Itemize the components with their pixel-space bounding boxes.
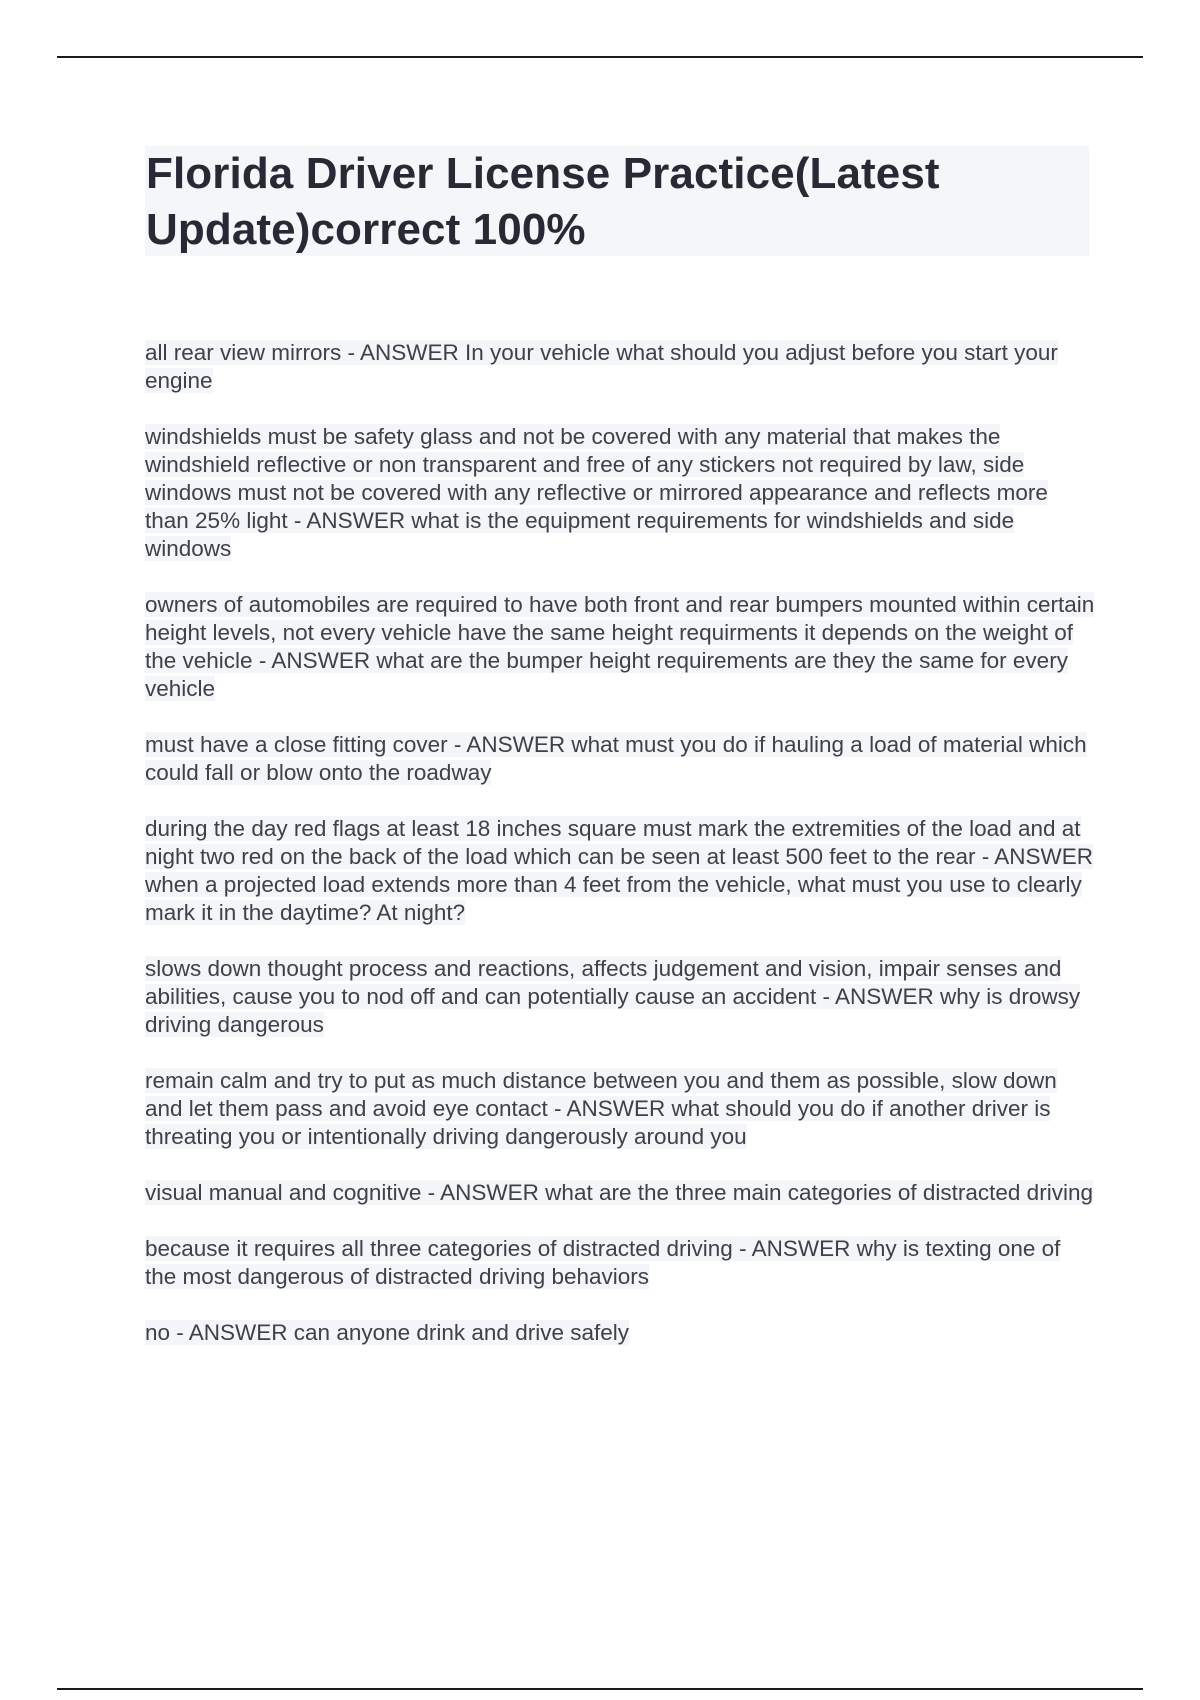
qa-text: windshields must be safety glass and not be covered with any material that makes the windshield reflective or non transparent and free of any stickers not required by law, side windows must not be covered with any reflective or mirrored appearance and reflects more than 25% light - ANSWER what is the equipment requirements for windshields and side windows (145, 424, 1048, 561)
top-rule (57, 56, 1143, 58)
qa-item-10 (145, 1319, 1095, 1347)
qa-text: during the day red flags at least 18 inches square must mark the extremities of the load and at night two red on the back of the load which can be seen at least 500 feet to the rear - ANSWER when a projected load extends more than 4 feet from the vehicle, what must you use to clearly mark it in the daytime? At night? (145, 816, 1094, 925)
qa-text: slows down thought process and reactions, affects judgement and vision, impair senses and abilities, cause you to nod off and can potentially cause an accident - ANSWER why is drowsy driving dangerous (145, 956, 1081, 1037)
qa-text: all rear view mirrors - ANSWER In your vehicle what should you adjust before you start your engine (145, 340, 1058, 393)
qa-item-6 (145, 955, 1095, 1039)
title-block (145, 146, 1089, 256)
qa-item-3 (145, 591, 1095, 703)
qa-item-7 (145, 1067, 1095, 1151)
bottom-rule (57, 1688, 1143, 1690)
qa-item-1 (145, 339, 1095, 395)
qa-item-5 (145, 815, 1095, 927)
document-title: Florida Driver License Practice(Latest Update)correct 100% (146, 149, 940, 254)
qa-text: remain calm and try to put as much distance between you and them as possible, slow down and let them pass and avoid eye contact - ANSWER what should you do if another driver is threating you or intentionally driving dangerously around you (145, 1068, 1057, 1149)
qa-list (145, 339, 1095, 1375)
qa-text: visual manual and cognitive - ANSWER what are the three main categories of distracted driving (145, 1180, 1093, 1205)
qa-text: because it requires all three categories of distracted driving - ANSWER why is texting one of the most dangerous of distracted driving behaviors (145, 1236, 1061, 1289)
qa-item-9 (145, 1235, 1095, 1291)
qa-item-4 (145, 731, 1095, 787)
qa-text: must have a close fitting cover - ANSWER what must you do if hauling a load of material which could fall or blow onto the roadway (145, 732, 1087, 785)
qa-text: owners of automobiles are required to have both front and rear bumpers mounted within certain height levels, not every vehicle have the same height requirments it depends on the weight of the vehicle - ANSWER what are the bumper height requirements are they the same for every vehicle (145, 592, 1095, 701)
qa-item-2 (145, 423, 1095, 563)
qa-text: no - ANSWER can anyone drink and drive safely (145, 1320, 629, 1345)
qa-item-8 (145, 1179, 1095, 1207)
